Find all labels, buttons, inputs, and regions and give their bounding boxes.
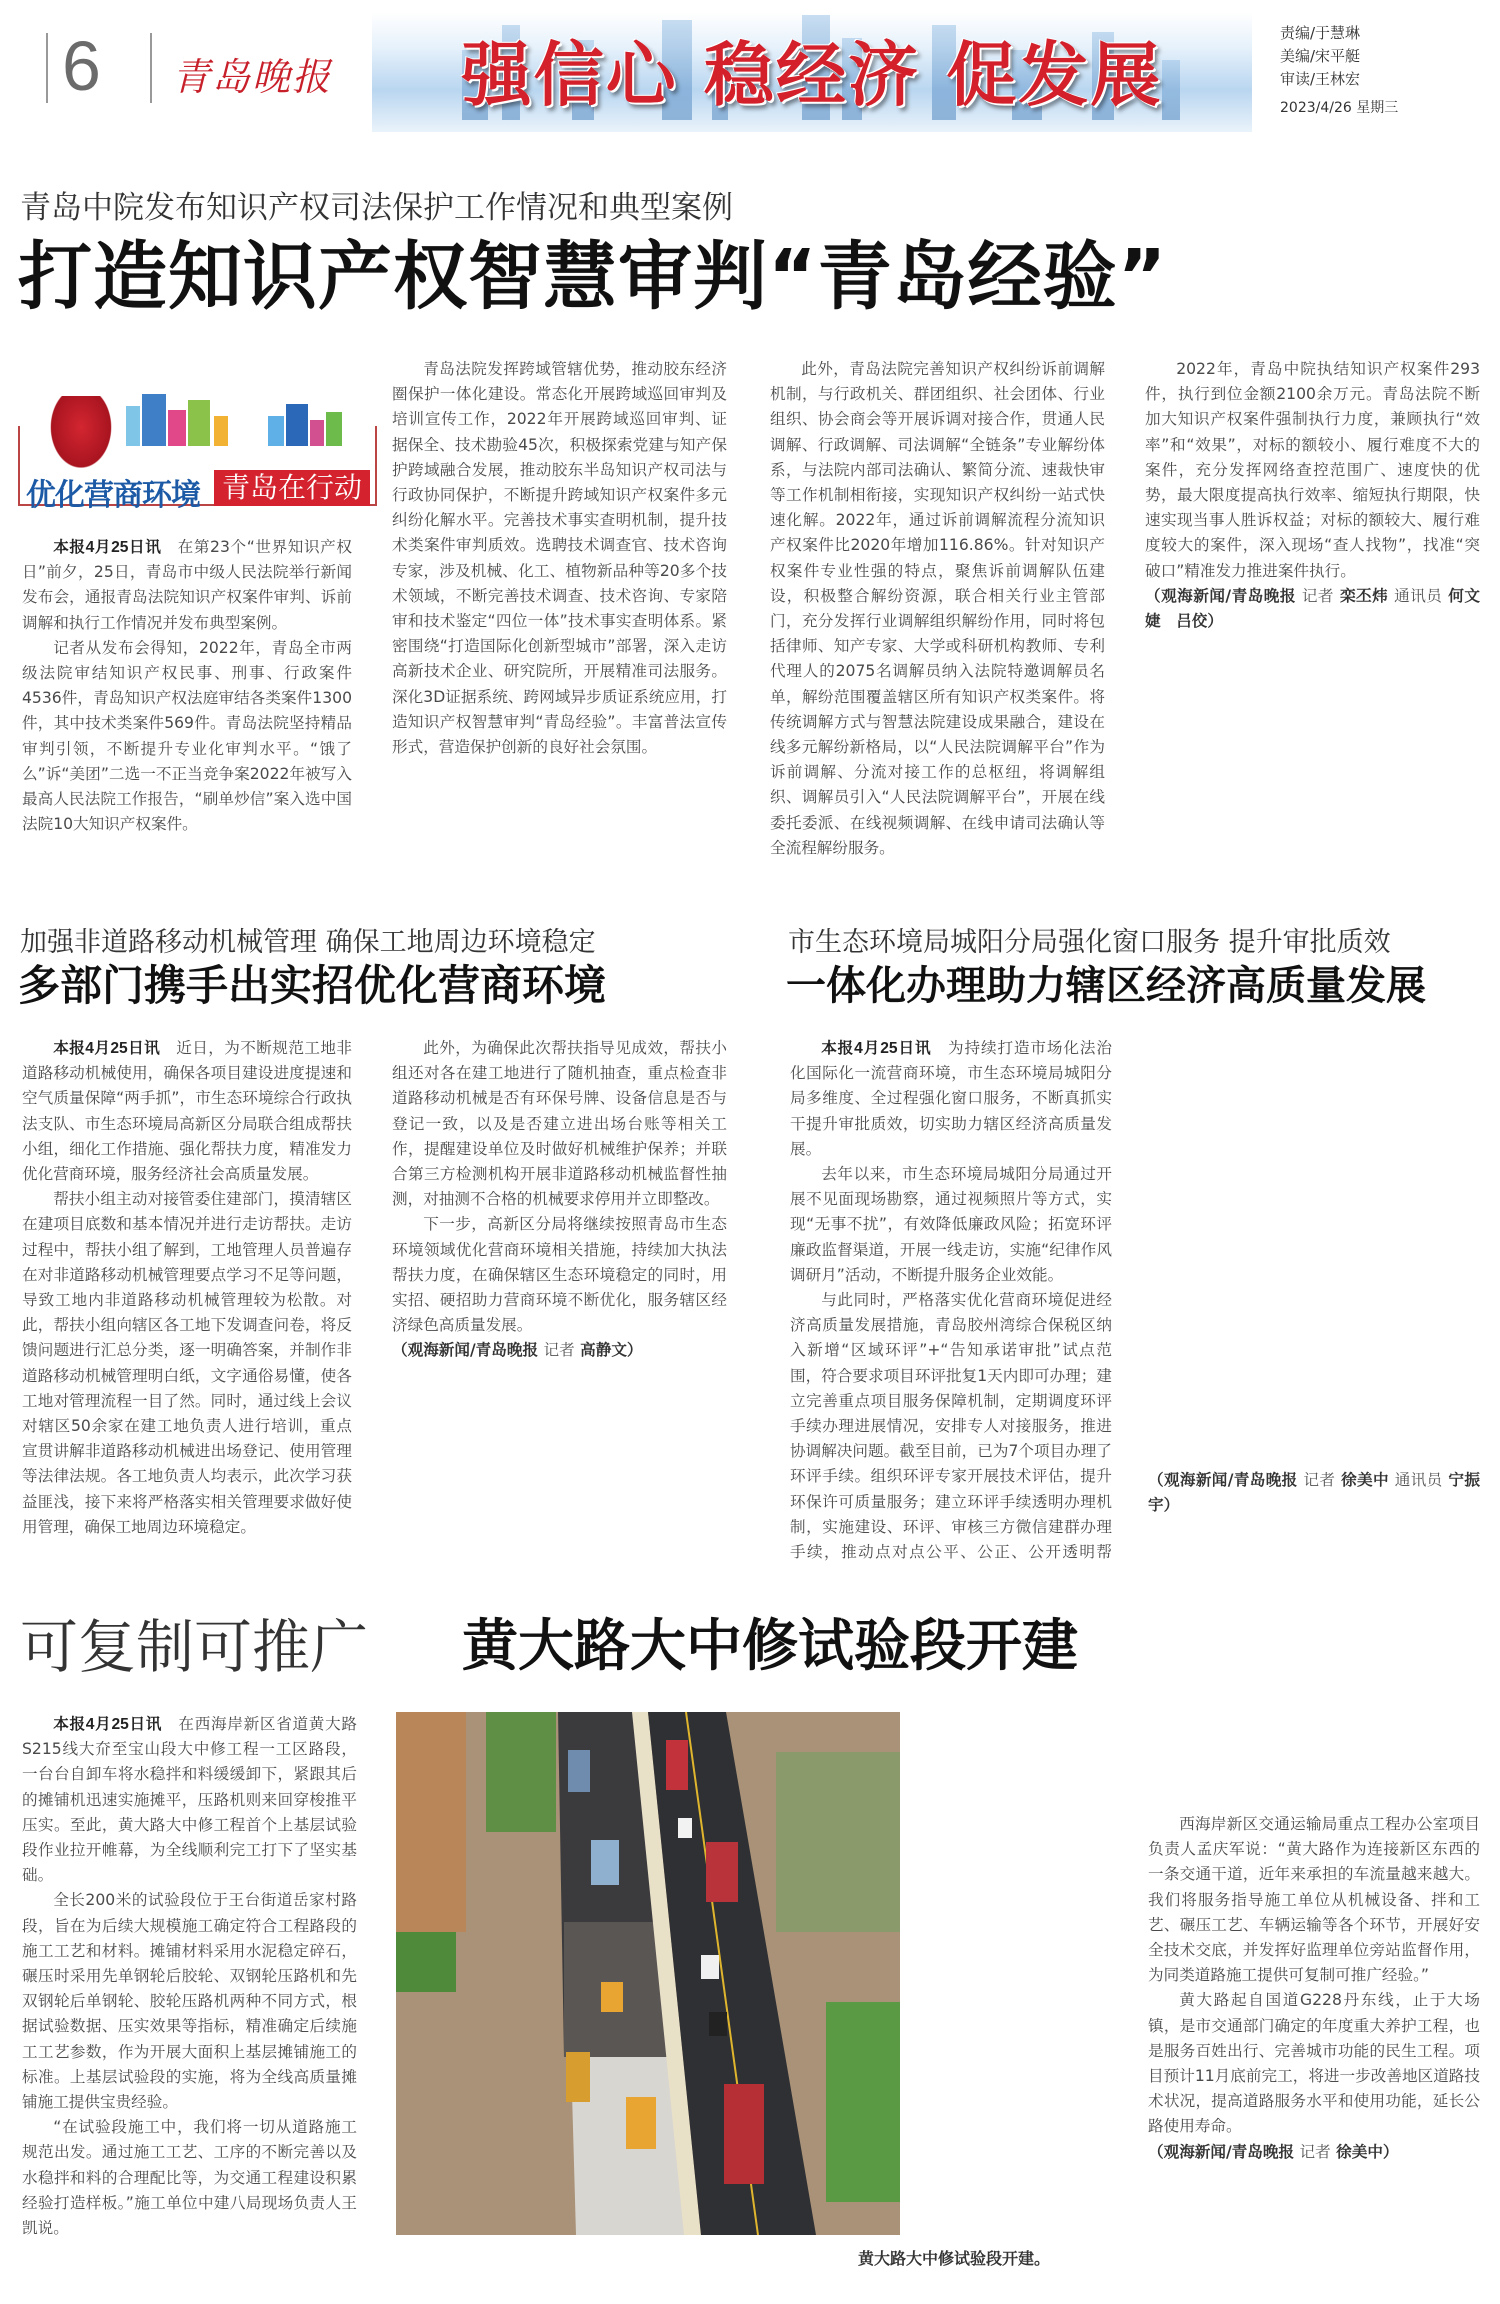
article2-paragraph: 近日，为不断规范工地非道路移动机械使用，确保各项目建设进度提速和空气质量保障“两手抓”，市生态环境综合行政执法支队、市生态环境局高新区分局联合组成帮扶小组，细化工作措施、强化帮扶力度，精准发力优化营商环境，服务经济社会高质量发展。: [22, 1039, 352, 1184]
editor-credits: [1280, 22, 1398, 120]
article4-kicker: 可复制可推广: [20, 1613, 369, 1681]
dateline: 本报4月25日讯: [53, 1040, 161, 1057]
article1-kicker: 青岛中院发布知识产权司法保护工作情况和典型案例: [20, 190, 733, 226]
dateline: 本报4月25日讯: [821, 1040, 932, 1057]
article1-headline: 打造知识产权智慧审判“青岛经验”: [18, 234, 1168, 320]
credit-proofreader: 审读/王林宏: [1280, 70, 1361, 88]
article2-paragraph: 帮扶小组主动对接管委住建部门，摸清辖区在建项目底数和基本情况并进行走访帮扶。走访过程中，帮扶小组了解到，工地管理人员普遍存在对非道路移动机械管理要点学习不足等问题，导致工地内非道路移动机械管理较为松散。对此，帮扶小组向辖区各工地下发调查问卷，将反馈问题进行汇总分类，逐一明确答案，并制作非道路移动机械管理明白纸，文字通俗易懂，使各工地对管理流程一目了然。同时，通过线上会议对辖区50余家在建工地负责人进行培训，重点宣贯讲解非道路移动机械进出场登记、使用管理等法律法规。各工地负责人均表示，此次学习获益匪浅，接下来将严格落实相关管理要求做好使用管理，确保工地周边环境稳定。: [22, 1190, 352, 1536]
article4-paragraph: 西海岸新区交通运输局重点工程办公室项目负责人孟庆军说：“黄大路作为连接新区东西的一条交通干道，近年来承担的车流量越来越大。我们将服务指导施工单位从机械设备、拌和工艺、碾压工艺、车辆运输等各个环节，开展好安全技术交底，并发挥好监理单位旁站监督作用，为同类道路施工提供可复制可推广经验。”: [1148, 1815, 1480, 1985]
article1-paragraph: 在第23个“世界知识产权日”前夕，25日，青岛市中级人民法院举行新闻发布会，通报青岛法院知识产权案件审判、诉前调解和执行工作情况并发布典型案例。: [22, 538, 352, 632]
credit-editor: 责编/于慧琳: [1280, 24, 1361, 42]
article1-paragraph: 记者从发布会得知，2022年，青岛全市两级法院审结知识产权民事、刑事、行政案件4536件，青岛知识产权法庭审结各类案件1300件，其中技术类案件569件。青岛法院坚持精品审判引领，不断提升专业化审判水平。“饿了么”诉“美团”二选一不正当竞争案2022年被写入最高人民法院工作报告，“刷单炒信”案入选中国法院10大知识产权案件。: [22, 638, 352, 834]
dateline: 本报4月25日讯: [53, 539, 162, 556]
masthead: [0, 0, 1500, 170]
article2-kicker: 加强非道路移动机械管理 确保工地周边环境稳定: [20, 927, 596, 958]
article4-headline: 黄大路大中修试验段开建: [462, 1614, 1078, 1679]
ribbon-title: 优化营商环境: [26, 478, 200, 513]
article3-paragraph: 去年以来，市生态环境局城阳分局通过开展不见面现场勘察，通过视频照片等方式，实现“无事不扰”，有效降低廉政风险；拓宽环评廉政监督渠道，开展一线走访，实施“纪律作风调研月”活动，不断提升服务企业效能。: [790, 1165, 1112, 1284]
landmark-icon: [46, 396, 116, 474]
credit-designer: 美编/宋平艇: [1280, 47, 1361, 65]
article3-paragraph: 与此同时，严格落实优化营商环境促进经济高质量发展措施，青岛胶州湾综合保税区纳入新增“区域环评”+“告知承诺审批”试点范围，符合要求项目环评批复1天内即可办理；建立完善重点项目服务保障机制，定期调度环评手续办理进展情况，安排专人对接服务，推进协调解决问题。截至目前，已为7个项目办理了环评手续。组织环评专家开展技术评估，提升环保许可质量服务；建立环评手续透明办理机制，实施建设、环评、审核三方微信建群办理手续，推动点对点公平、公正、公开透明帮: [790, 1291, 1112, 1562]
article4-paragraph: “在试验段施工中，我们将一切从道路施工规范出发。通过施工工艺、工序的不断完善以及水稳拌和料的合理配比等，为交通工程建设积累经验打造样板。”施工单位中建八局现场负责人王凯说。: [22, 2118, 357, 2238]
article4-paragraph-continued: [1148, 1712, 1480, 1812]
article1-byline: （观海新闻/青岛晚报 记者 栾丕炜 通讯员 何文婕 吕佼）: [1145, 586, 1480, 631]
article1-paragraph: 此外，青岛法院完善知识产权纠纷诉前调解机制，与行政机关、群团组织、社会团体、行业组织、协会商会等开展诉调对接合作，贯通人民调解、行政调解、司法调解“全链条”专业解纷体系，与法院内部司法确认、繁简分流、速裁快审等工作机制相衔接，实现知识产权纠纷一站式快速化解。2022年，通过诉前调解流程分流知识产权案件比2020年增加116.86%。针对知识产权案件专业性强的特点，聚焦诉前调解队伍建设，积极整合解纷资源，联合相关行业主管部门，充分发挥行业调解组织解纷作用，同时将包括律师、知产专家、大学或科研机构教师、专利代理人的2075名调解员纳入法院特邀调解员名单，解纷范围覆盖辖区所有知识产权类案件。将传统调解方式与智慧法院建设成果融合，建设在线多元解纷新格局，以“人民法院调解平台”作为诉前调解、分流对接工作的总枢纽，将调解组织、调解员引入“人民法院调解平台”，开展在线委托委派、在线视频调解、在线申请司法确认等全流程解纷服务。: [770, 360, 1105, 857]
aerial-road-image: [396, 1712, 900, 2235]
newspaper-logo: 青岛晚报: [172, 55, 333, 99]
article4-paragraph: 全长200米的试验段位于王台街道岳家村路段，旨在为后续大规模施工确定符合工程路段的施工工艺和材料。摊铺材料采用水泥稳定碎石，碾压时采用先单钢轮后胶轮、双钢轮压路机和先双钢轮后单钢轮、胶轮压路机两种不同方式，根据试验数据、压实效果等指标，精准确定后续施工工艺参数，作为开展大面积上基层摊铺施工的标准。上基层试验段的实施，将为全线高质量摊铺施工提供宝贵经验。: [22, 1891, 357, 2112]
article2-column-1: [22, 1036, 352, 1566]
article2-byline: （观海新闻/青岛晚报 记者 高静文）: [392, 1341, 643, 1360]
issue-date: 2023/4/26 星期三: [1280, 100, 1399, 116]
article1-column-4: [1145, 357, 1480, 875]
ribbon-tag: 青岛在行动: [214, 470, 370, 506]
article4-paragraph: 在西海岸新区省道黄大路S215线大夼至宝山段大中修工程一工区路段，一台台自卸车将水稳拌和料缓缓卸下，紧跟其后的摊铺机迅速实施摊平，压路机则来回穿梭推平压实。至此，黄大路大中修工程首个上基层试验段作业拉开帷幕，为全线顺利完工打下了坚实基础。: [22, 1715, 357, 1885]
article3-column-2: [1148, 1036, 1480, 1566]
article4-column-1: [22, 1712, 357, 2272]
article1-column-3: [770, 357, 1105, 875]
article1-paragraph: 2022年，青岛中院执结知识产权案件293件，执行到位金额2100余万元。青岛法院不断加大知识产权案件强制执行力度，兼顾执行“效率”和“效果”，对标的额较小、履行难度不大的案件，充分发挥网络查控范围广、速度快的优势，最大限度提高执行效率、缩短执行期限，快速实现当事人胜诉权益；对标的额较大、履行难度较大的案件，深入现场“查人找物”，找准“突破口”精准发力推进案件执行。: [1145, 360, 1480, 580]
article3-headline: 一体化办理助力辖区经济高质量发展: [786, 963, 1426, 1009]
page-number: 6: [62, 27, 101, 105]
column-logo-ribbon: [18, 386, 378, 516]
article1-paragraph: 青岛法院发挥跨域管辖优势，推动胶东经济圈保护一体化建设。常态化开展跨域巡回审判及培训宣传工作，2022年开展跨域巡回审判、证据保全、技术勘验45次，积极探索党建与知产保护跨域融合发展，推动胶东半岛知识产权司法与行政协同保护，不断提升跨域知识产权案件多元纠纷化解水平。完善技术事实查明机制，提升技术类案件审判质效。选聘技术调查官、技术咨询专家，涉及机械、化工、植物新品种等20多个技术领域，不断完善技术调查、技术咨询、专家陪审和技术鉴定“四位一体”技术事实查明体系。紧密围绕“打造国际化创新型城市”部署，深入走访高新技术企业、研究院所，开展精准司法服务。深化3D证据系统、跨网域异步质证系统应用，打造知识产权智慧审判“青岛经验”。丰富普法宣传形式，营造保护创新的良好社会氛围。: [392, 360, 727, 757]
photo-caption: 黄大路大中修试验段开建。: [858, 2249, 1051, 2268]
road-construction-photo: [396, 1712, 900, 2235]
article3-paragraph: 为持续打造市场化法治化国际化一流营商环境，市生态环境局城阳分局多维度、全过程强化窗口服务，不断真抓实干提升审批质效，切实助力辖区经济高质量发展。: [790, 1039, 1112, 1158]
article4-column-2: [1148, 1712, 1480, 2272]
article2-column-2: [392, 1036, 727, 1566]
article1-column-1: [22, 535, 352, 875]
section-banner: [372, 12, 1252, 132]
divider: [46, 33, 48, 103]
article1-column-2: [392, 357, 727, 875]
article3-column-1: [790, 1036, 1112, 1566]
article4-byline: （观海新闻/青岛晚报 记者 徐美中）: [1148, 2142, 1399, 2161]
article4-paragraph: 黄大路起自国道G228丹东线，止于大场镇，是市交通部门确定的年度重大养护工程，也是服务百姓出行、完善城市功能的民生工程。项目预计11月底前完工，将进一步改善地区道路技术状况，提高道路服务水平和使用功能，延长公路使用寿命。: [1148, 1991, 1480, 2136]
banner-slogan: 强信心 稳经济 促发展: [461, 34, 1163, 116]
article2-headline: 多部门携手出实招优化营商环境: [18, 961, 607, 1010]
article3-byline: （观海新闻/青岛晚报 记者 徐美中 通讯员 宁振宇）: [1148, 1471, 1480, 1515]
dateline: 本报4月25日讯: [53, 1716, 163, 1733]
article2-paragraph: 下一步，高新区分局将继续按照青岛市生态环境领域优化营商环境相关措施，持续加大执法帮扶力度，在确保辖区生态环境稳定的同时，用实招、硬招助力营商环境不断优化，服务辖区经济绿色高质量发展。: [392, 1215, 727, 1335]
article3-kicker: 市生态环境局城阳分局强化窗口服务 提升审批质效: [788, 927, 1391, 958]
article2-paragraph: 此外，为确保此次帮扶指导见成效，帮扶小组还对各在建工地进行了随机抽查，重点检查非道路移动机械是否有环保号牌、设备信息是否与登记一致，以及是否建立进出场台账等相关工作，提醒建设单位及时做好机械维护保养；并联合第三方检测机构开展非道路移动机械监督性抽测，对抽测不合格的机械要求停用并立即整改。: [392, 1039, 727, 1209]
divider: [150, 33, 152, 103]
